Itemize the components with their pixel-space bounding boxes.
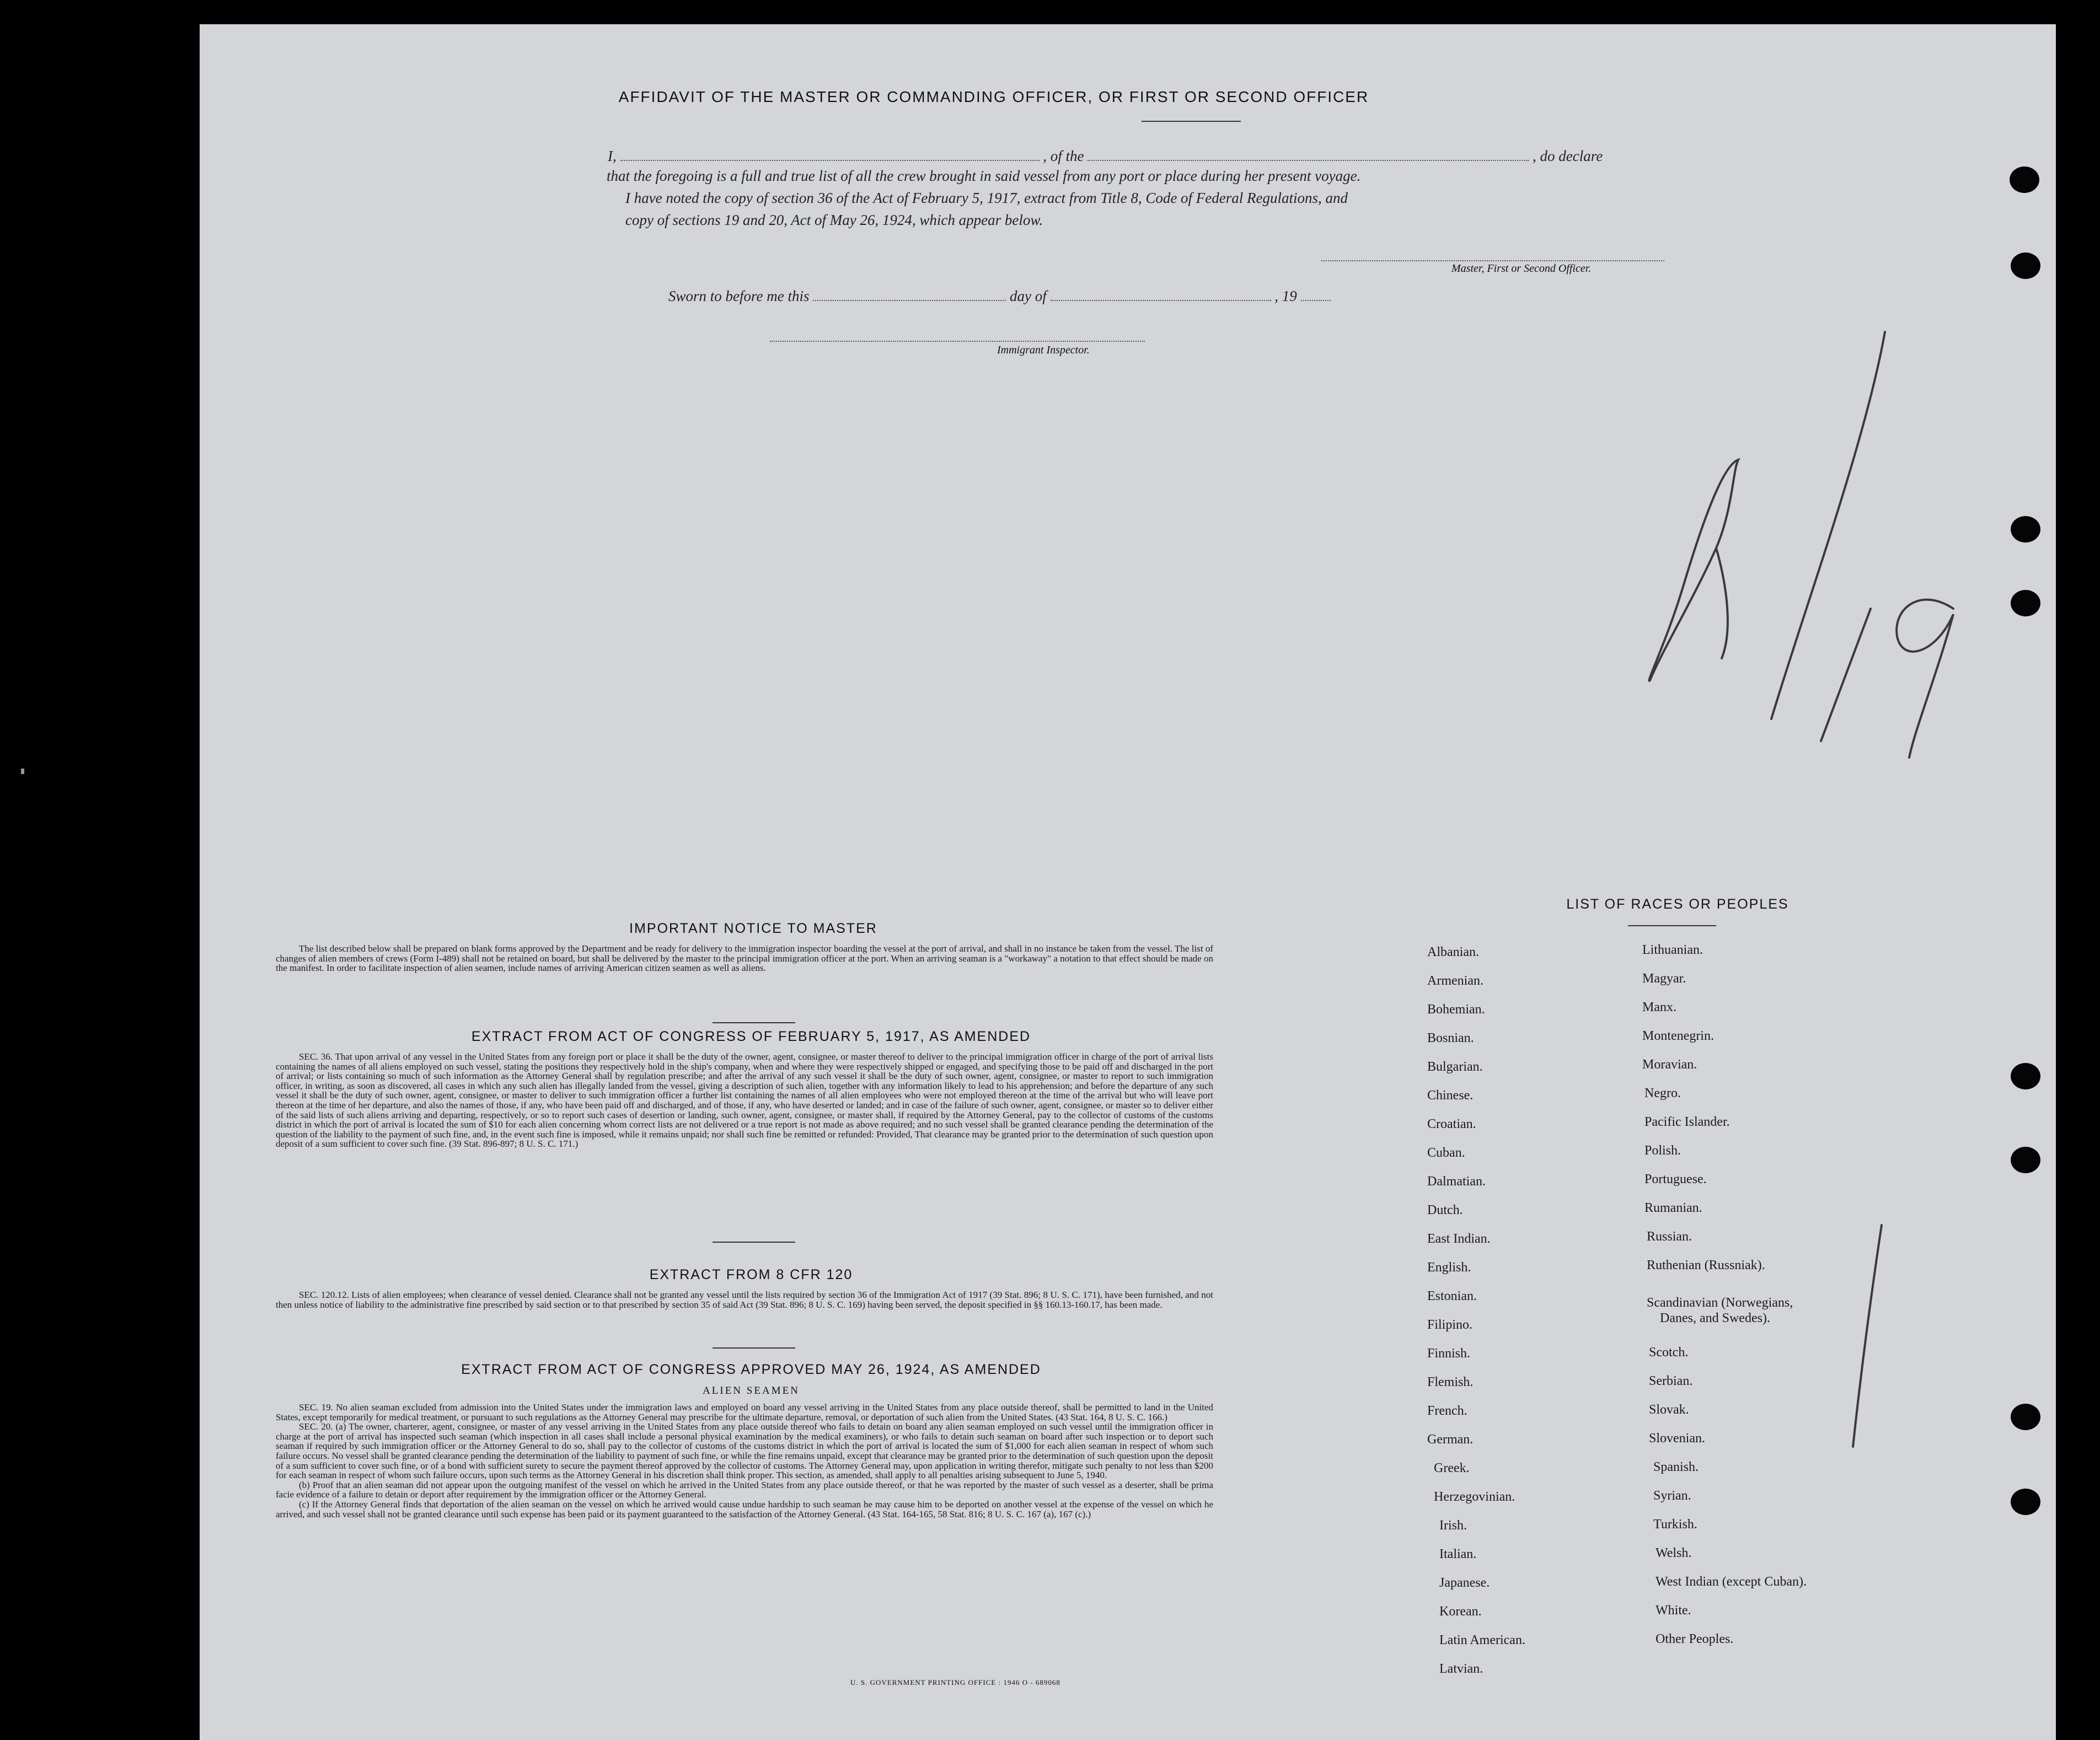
punch-hole <box>2011 1404 2040 1430</box>
punch-hole <box>2011 1489 2040 1515</box>
races-rule <box>1628 925 1716 926</box>
race-item: Dalmatian. <box>1427 1174 1486 1189</box>
affidavit-of-the: , of the <box>1043 148 1084 164</box>
race-item: Syrian. <box>1653 1489 1691 1503</box>
race-item: Albanian. <box>1427 945 1479 959</box>
form-sheet <box>200 24 2056 1740</box>
extract-1924-paragraph-4: (c) If the Attorney General finds that deportation of the alien seaman on the vessel on which he arrived would cause undue hardship to such seaman he may cause him to be deported on another vessel at the expense of the vessel on which he arrived, and such vessel shall not be granted clearance until such expense has been paid or its payment guaranteed to the satisfaction of the Attorney General. (43 Stat. 164-165, 58 Stat. 816; 8 U. S. C. 167 (a), 167 (c).) <box>276 1499 1213 1519</box>
race-item: Russian. <box>1647 1229 1692 1244</box>
race-item: Slovak. <box>1649 1403 1689 1417</box>
punch-hole <box>2010 167 2039 193</box>
race-item: Italian. <box>1439 1547 1477 1561</box>
sworn-day-of: day of <box>1010 288 1047 304</box>
race-item: Latin American. <box>1439 1633 1525 1647</box>
sworn-year-blank[interactable] <box>1301 289 1331 301</box>
sworn-line <box>668 288 1331 305</box>
race-item: West Indian (except Cuban). <box>1656 1575 1807 1589</box>
race-item: Serbian. <box>1649 1374 1693 1388</box>
affidavit-line-3: I have noted the copy of section 36 of the Act of February 5, 1917, extract from Title 8, Code of Federal Regulations, and <box>625 190 1348 206</box>
master-signature-line[interactable] <box>1321 260 1664 261</box>
race-item: Croatian. <box>1427 1117 1476 1131</box>
extract-cfr-rule <box>712 1347 795 1349</box>
extract-cfr-body <box>276 1290 1213 1309</box>
extract-1917-title: EXTRACT FROM ACT OF CONGRESS OF FEBRUARY 5, 1917, AS AMENDED <box>471 1029 1031 1044</box>
extract-cfr-title: EXTRACT FROM 8 CFR 120 <box>649 1267 853 1282</box>
extract-1924-paragraph-2: SEC. 20. (a) The owner, charterer, agent, consignee, or master of any vessel arriving in the United States from any place outside thereof who fails to detain on board any alien seaman employed on such vessel until the immigration officer in charge at the port of arrival has inspected such seaman (which inspection in all cases shall include a personal physical examination by the medical examiners), or who fails to detain such seaman on board after such inspection or to deport such seaman if required by such immigration officer or the Attorney General to do so, shall pay to the collector of customs of the customs district in which the port of arrival is located the sum of $1,000 for each alien seaman in respect of whom such failure occurs. No vessel shall be granted clearance pending the determination of the liability to payment of such fine, or while the fine remains unpaid, except that clearance may be granted prior to the determination of such question upon the deposit of a sum sufficient to cover such fine, or of a bond with sufficient surety to secure the payment thereof approved by the collector of customs. The Attorney General may, upon application in writing therefor, mitigate such penalty to not less than $200 for each seaman in respect of whom such failure occurs, upon such terms as the Attorney General in his discretion shall think proper. This section, as amended, shall apply to all penalties arising subsequent to June 5, 1940. <box>276 1421 1213 1481</box>
vessel-blank[interactable] <box>1088 149 1529 161</box>
race-item: Japanese. <box>1439 1576 1490 1590</box>
extract-1924-paragraph-1: SEC. 19. No alien seaman excluded from admission into the United States under the immigration laws and employed on board any vessel arriving in the United States from any place outside thereof, shall be permitted to land in the United States, except temporarily for medical treatment, or pursuant to such regulations as the Attorney General may prescribe for the ultimate departure, removal, or deportation of such alien from the United States. (43 Stat. 164, 8 U. S. C. 166.) <box>276 1402 1213 1422</box>
race-item: Dutch. <box>1427 1203 1463 1217</box>
affidavit-i: I, <box>608 148 617 164</box>
notice-body <box>276 944 1213 973</box>
race-item: Spanish. <box>1653 1460 1699 1474</box>
race-item: Scotch. <box>1649 1345 1689 1360</box>
race-item: Filipino. <box>1427 1318 1473 1332</box>
film-edge-mark <box>21 769 24 774</box>
race-item: Rumanian. <box>1644 1201 1702 1215</box>
race-item: Montenegrin. <box>1642 1029 1714 1043</box>
printing-office-footer: U. S. GOVERNMENT PRINTING OFFICE : 1946 O - 689068 <box>850 1678 1060 1687</box>
affidavit-line-4: copy of sections 19 and 20, Act of May 26, 1924, which appear below. <box>625 212 1043 228</box>
race-item: Magyar. <box>1642 971 1686 986</box>
name-blank[interactable] <box>620 149 1040 161</box>
notice-paragraph: The list described below shall be prepared on blank forms approved by the Department and be ready for delivery to the immigration inspector boarding the vessel at the port of arrival, and shall in no instance be taken from the vessel. The list of changes of alien members of crews (Form I-489) shall not be retained on board, but shall be delivered by the master to the principal immigration officer at the port. When an arriving seaman is a "workaway" a notation to that effect should be made on the manifest. In order to facilitate inspection of alien seamen, include names of arriving American citizen seamen as well as aliens. <box>276 943 1213 974</box>
affidavit-title: AFFIDAVIT OF THE MASTER OR COMMANDING OFFICER, OR FIRST OR SECOND OFFICER <box>618 88 1369 105</box>
notice-rule <box>712 1022 795 1023</box>
notice-title: IMPORTANT NOTICE TO MASTER <box>629 921 877 936</box>
sworn-month-blank[interactable] <box>1051 289 1271 301</box>
race-item: Polish. <box>1644 1143 1681 1158</box>
race-item: Herzegovinian. <box>1434 1490 1515 1504</box>
race-item: Lithuanian. <box>1642 943 1703 957</box>
handwritten-date <box>1556 300 1975 774</box>
extract-cfr-paragraph: SEC. 120.12. Lists of alien employees; when clearance of vessel denied. Clearance shall not be granted any vessel until the lists required by section 36 of the Immigration Act of 1917 (39 Stat. 896; 8 U. S. C. 171), have been furnished, and not then unless notice of liability to the administrative fine prescribed by said section or to that prescribed by section 35 of said Act (39 Stat. 896; 8 U. S. C. 169) having been served, the deposit specified in §§ 160.13-160.17, has been made. <box>276 1290 1213 1310</box>
affidavit-line-2: that the foregoing is a full and true list of all the crew brought in said vessel from any port or place during her present voyage. <box>607 168 1361 184</box>
race-item: Armenian. <box>1427 974 1483 988</box>
race-item: Danes, and Swedes). <box>1660 1311 1770 1325</box>
race-item: Turkish. <box>1653 1517 1697 1532</box>
punch-hole <box>2011 516 2040 543</box>
race-item: White. <box>1656 1603 1691 1618</box>
race-item: Bohemian. <box>1427 1002 1485 1017</box>
race-item: Bulgarian. <box>1427 1060 1483 1074</box>
race-item: Welsh. <box>1656 1546 1692 1560</box>
race-item: Moravian. <box>1642 1057 1697 1072</box>
race-item: Finnish. <box>1427 1346 1471 1361</box>
race-item: Portuguese. <box>1644 1172 1707 1186</box>
race-item: East Indian. <box>1427 1232 1491 1246</box>
race-item: Negro. <box>1644 1086 1681 1100</box>
master-signature-label: Master, First or Second Officer. <box>1451 262 1592 275</box>
race-item: Ruthenian (Russniak). <box>1647 1258 1765 1272</box>
race-item: Bosnian. <box>1427 1031 1474 1045</box>
punch-hole <box>2011 253 2040 279</box>
punch-hole <box>2011 590 2040 616</box>
extract-1924-subtitle: ALIEN SEAMEN <box>703 1385 800 1397</box>
sworn-year: , 19 <box>1274 288 1297 304</box>
affidavit-do-declare: , do declare <box>1533 148 1603 164</box>
extract-1917-rule <box>712 1242 795 1243</box>
extract-1924-title: EXTRACT FROM ACT OF CONGRESS APPROVED MAY 26, 1924, AS AMENDED <box>461 1362 1041 1377</box>
extract-1924-body <box>276 1403 1213 1519</box>
race-item: Flemish. <box>1427 1375 1474 1389</box>
race-item: French. <box>1427 1404 1467 1418</box>
affidavit-line-1 <box>608 148 1603 165</box>
race-item: Manx. <box>1642 1000 1676 1014</box>
race-item: English. <box>1427 1260 1471 1275</box>
race-item: Latvian. <box>1439 1662 1483 1676</box>
inspector-label: Immigrant Inspector. <box>997 344 1090 356</box>
sworn-prefix: Sworn to before me this <box>668 288 810 304</box>
race-item: Pacific Islander. <box>1644 1115 1730 1129</box>
punch-hole <box>2011 1147 2040 1173</box>
race-item: Irish. <box>1439 1518 1467 1533</box>
races-title: LIST OF RACES OR PEOPLES <box>1566 896 1789 912</box>
sworn-day-blank[interactable] <box>813 289 1006 301</box>
punch-hole <box>2011 1063 2040 1089</box>
race-item: Estonian. <box>1427 1289 1477 1303</box>
handwritten-mark <box>1849 1221 1893 1452</box>
inspector-signature-line[interactable] <box>770 341 1145 342</box>
extract-1917-body <box>276 1052 1213 1149</box>
race-item: Greek. <box>1434 1461 1470 1475</box>
title-rule <box>1142 121 1241 122</box>
extract-1917-paragraph: SEC. 36. That upon arrival of any vessel in the United States from any foreign port or place it shall be the duty of the owner, agent, consignee, or master thereof to deliver to the principal immigration officer in charge of the port of arrival lists containing the names of all aliens employed on such vessel, stating the positions they respectively hold in the ship's company, when and where they were respectively shipped or engaged, and specifying those to be paid off and discharged in the port of arrival; or lists containing so much of such information as the Attorney General shall by regulation prescribe; and after the arrival of any such vessel it shall be the duty of such owner, agent, consignee, or master to report to such immigration officer, in writing, as soon as discovered, all cases in which any such alien has illegally landed from the vessel, giving a description of such alien, together with any information likely to lead to his apprehension; and before the departure of any such vessel it shall be the duty of such owner, agent, consignee, or master to deliver to such immigration officer a further list containing the names of all alien employees who were not employed thereon at the time of the arrival but who will leave port thereon at the time of her departure, and also the names of those, if any, who have been paid off and discharged, and of those, if any, who have deserted or landed; and in case of the failure of such owner, agent, consignee, or master so to deliver either of the said lists of such aliens arriving and departing, respectively, or so to report such cases of desertion or landing, such owner, agent, consignee, or master shall, if required by the Attorney General, pay to the collector of customs of the customs district in which the port of arrival is located the sum of $10 for each alien concerning whom correct lists are not delivered or a true report is not made as above required; and no such vessel shall be granted clearance pending the determination of the question of the liability to the payment of such fine, and, in the event such fine is imposed, while it remains unpaid; nor shall such fine be remitted or refunded: Provided, That clearance may be granted prior to the determination of such question upon deposit of a sum sufficient to cover such fine. (39 Stat. 896-897; 8 U. S. C. 171.) <box>276 1051 1213 1150</box>
race-item: Slovenian. <box>1649 1431 1705 1446</box>
race-item: German. <box>1427 1432 1474 1447</box>
race-item: Chinese. <box>1427 1088 1474 1103</box>
race-item: Other Peoples. <box>1656 1632 1734 1646</box>
race-item: Korean. <box>1439 1604 1482 1619</box>
race-item: Scandinavian (Norwegians, <box>1647 1296 1793 1310</box>
race-item: Cuban. <box>1427 1146 1465 1160</box>
extract-1924-paragraph-3: (b) Proof that an alien seaman did not appear upon the outgoing manifest of the vessel on which he arrived in the United States from any place outside thereof, or that he was reported by the master of such vessel as a deserter, shall be prima facie evidence of a failure to detain or deport after requirement by the immigration officer or the Attorney General. <box>276 1479 1213 1500</box>
